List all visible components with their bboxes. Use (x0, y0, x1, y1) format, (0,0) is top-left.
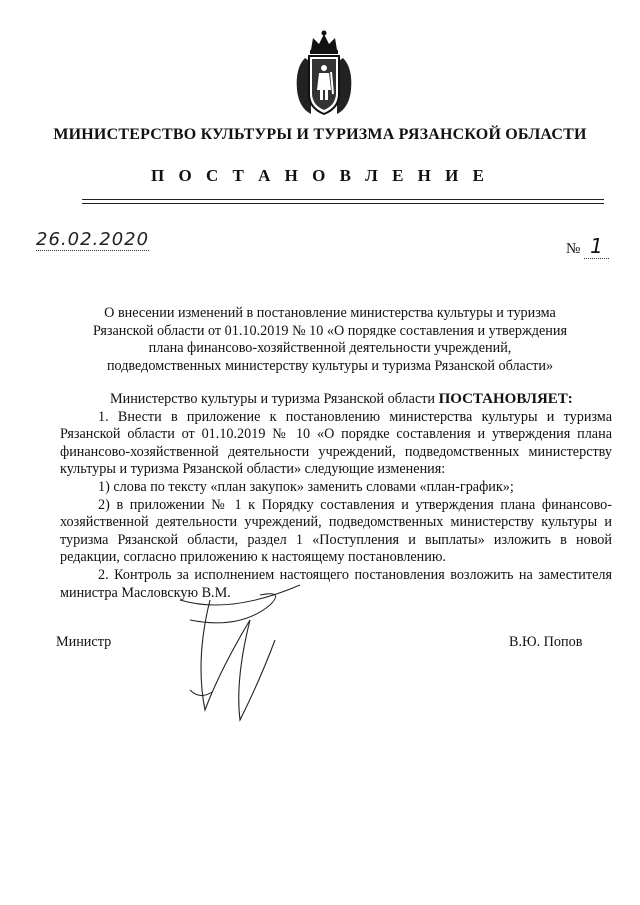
subject-line: подведомственных министерству культуры и туризма Рязанской области» (106, 357, 554, 374)
item-1: 1. Внести в приложение к постановлению министерства культуры и туризма Рязанской области от 01.10.2019 № 10 «О порядке составления и утверждения плана финансово-хозяйственной деятельности учреждений, подведомственных министерству культуры и туризма Рязанской области» следующие изменения: (60, 408, 612, 478)
item-2: 2. Контроль за исполнением настоящего постановления возложить на заместителя министра Масловскую В.М. (60, 566, 612, 601)
number-label: № (566, 241, 581, 257)
signature-icon (150, 560, 320, 730)
document-type: П О С Т А Н О В Л Е Н И Е (151, 166, 489, 185)
subject-line: О внесении изменений в постановление министерства культуры и туризма (104, 305, 556, 321)
subitem-1: 1) слова по тексту «план закупок» заменить словами «план-график»; (98, 478, 514, 495)
header-rule-thick (82, 199, 604, 200)
ministry-title: МИНИСТЕРСТВО КУЛЬТУРЫ И ТУРИЗМА РЯЗАНСКОЙ ОБЛАСТИ (53, 126, 587, 143)
number-value: 1 (584, 234, 609, 259)
signatory-position: Министр (56, 634, 112, 650)
intro-paragraph (60, 391, 612, 409)
document-body (60, 391, 612, 602)
signatory-name: В.Ю. Попов (509, 634, 583, 650)
subject-line: Рязанской области от 01.10.2019 № 10 «О порядке составления и утверждения (92, 322, 568, 339)
subject-line: плана финансово-хозяйственной деятельности учреждений, (148, 340, 512, 357)
document-number (566, 234, 609, 258)
decree-keyword: ПОСТАНОВЛЯЕТ: (438, 391, 573, 407)
subitem-2: 2) в приложении № 1 к Порядку составления и утверждения плана финансово-хозяйственной деятельности учреждений, подведомственных министерству культуры и туризма Рязанской области, раздел 1 «Поступления и выплаты» изложить в новой редакции, согласно приложению к настоящему постановлению. (60, 496, 612, 566)
intro-text: Министерство культуры и туризма Рязанской области (110, 391, 436, 407)
header-rule-thin (82, 203, 604, 204)
document-subject (60, 305, 600, 375)
coat-of-arms-icon (291, 28, 357, 120)
document-date: 26.02.2020 (36, 229, 150, 250)
